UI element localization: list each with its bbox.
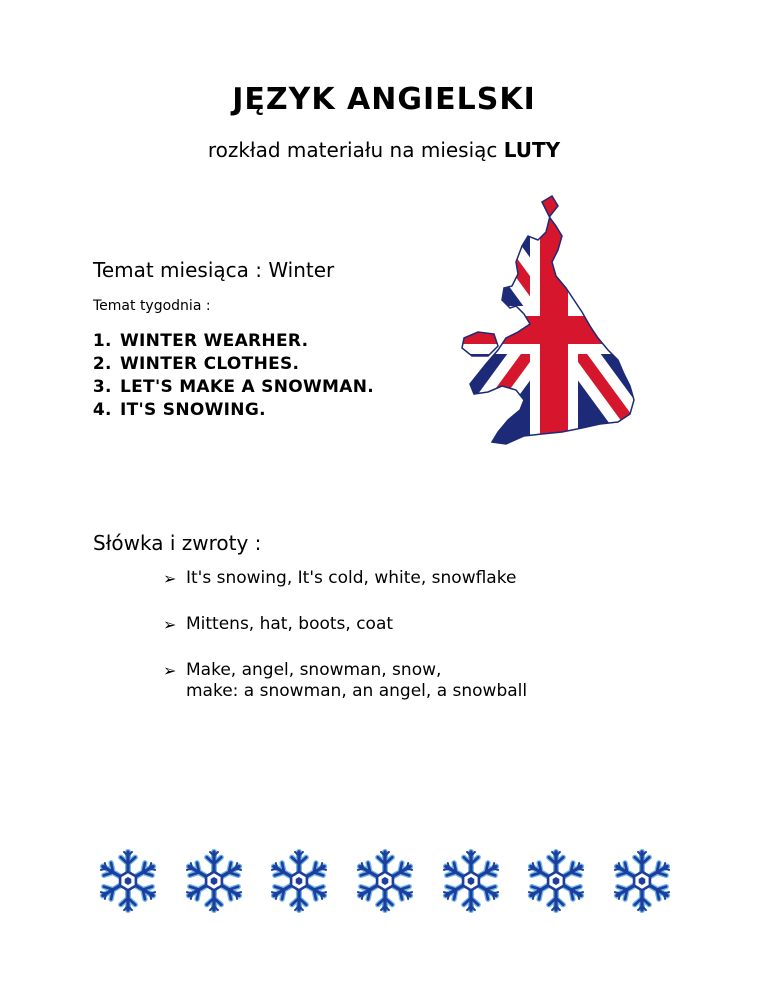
- snowflake-icon: [266, 848, 332, 914]
- snowflake-icon: [523, 848, 589, 914]
- uk-flag-map-icon: [458, 188, 650, 450]
- weekly-topic-item: 3. LET'S MAKE A SNOWMAN.: [118, 376, 374, 399]
- arrow-bullet-icon: ➢: [163, 661, 177, 680]
- vocabulary-item: [163, 660, 527, 702]
- weekly-topic-item: 4. IT'S SNOWING.: [118, 399, 374, 422]
- snowflake-icon: [352, 848, 418, 914]
- subtitle-text: rozkład materiału na miesiąc: [207, 138, 498, 162]
- weekly-topic-item: 2. WINTER CLOTHES.: [118, 353, 374, 376]
- vocabulary-list: [163, 568, 527, 727]
- arrow-bullet-icon: ➢: [163, 569, 177, 588]
- snowflake-icon: [95, 848, 161, 914]
- topic-of-week-label: Temat tygodnia :: [93, 298, 211, 314]
- vocabulary-item-text: It's snowing, It's cold, white, snowflake: [186, 568, 517, 588]
- vocabulary-item-text: Make, angel, snowman, snow,: [186, 660, 442, 680]
- topic-of-month: Temat miesiąca : Winter: [93, 258, 335, 282]
- snowflake-icon: [438, 848, 504, 914]
- arrow-bullet-icon: ➢: [163, 615, 177, 634]
- weekly-topics-list: [92, 330, 374, 422]
- subtitle-month: LUTY: [503, 138, 561, 162]
- snowflake-row: [95, 848, 675, 912]
- vocabulary-heading: Słówka i zwroty :: [93, 531, 262, 555]
- vocabulary-item-text: Mittens, hat, boots, coat: [186, 614, 394, 634]
- page-subtitle: [0, 138, 768, 162]
- vocabulary-item: [163, 568, 527, 589]
- vocabulary-item-subtext: make: a snowman, an angel, a snowball: [186, 681, 528, 701]
- weekly-topic-item: 1. WINTER WEARHER.: [118, 330, 374, 353]
- snowflake-icon: [609, 848, 675, 914]
- vocabulary-item: [163, 614, 527, 635]
- page-title: JĘZYK ANGIELSKI: [232, 82, 536, 117]
- snowflake-icon: [181, 848, 247, 914]
